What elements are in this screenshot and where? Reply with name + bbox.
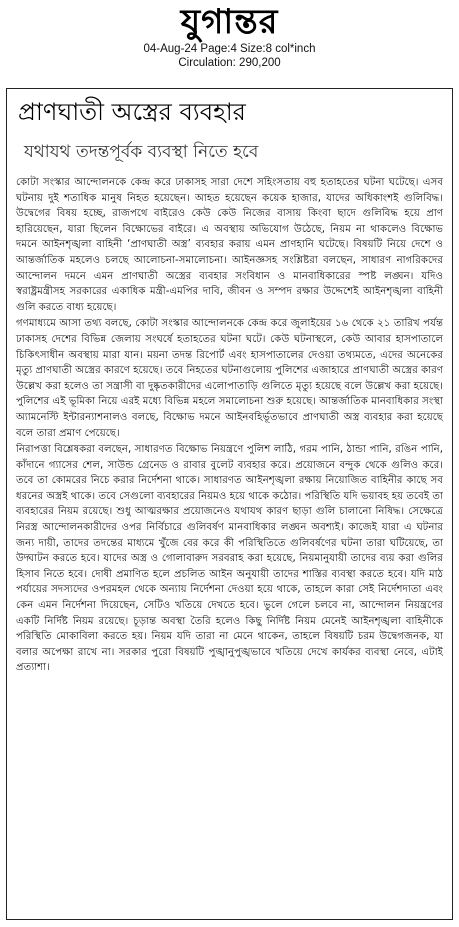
paragraph-1: কোটা সংস্কার আন্দোলনকে কেন্দ্র করে ঢাকাসহ সারা দেশে সহিংসতায় বহু হতাহতের ঘটনা ঘটেছে। এসব ঘটনায় দুই শতাধিক মানুষ নিহত হয়েছেন। আহত হয়েছেন কয়েক হাজার, যাদের অধিকাংশই গুলিবিদ্ধ। উদ্বেগের বিষয় হচ্ছে, রাজপথে বাইরেও কেউ কেউ নিজের বাসায় কিংবা ছাদে গুলিবিদ্ধ হয়ে প্রাণ হারিয়েছেন, যারা ছিলেন বিক্ষোভের বাইরে। এ অবস্থায় অভিযোগ উঠেছে, নিয়ম না থাকলেও বিক্ষোভ দমনে আইনশৃঙ্খলা বাহিনী ‘প্রাণঘাতী অস্ত্র’ ব্যবহার করায় এমন প্রাণহানি ঘটেছে। বিষয়টি নিয়ে দেশে ও আন্তর্জাতিক মহলেও চলছে আলোচনা-সমালোচনা। আইনজ্ঞসহ সংশ্লিষ্টরা বলছেন, সাধারণ নাগরিকদের আন্দোলন দমনে এমন প্রাণঘাতী অস্ত্রের ব্যবহার সংবিধান ও মানবাধিকারের স্পষ্ট লঙ্ঘন। যদিও স্বরাষ্ট্রমন্ত্রীসহ সরকারের একাধিক মন্ত্রী-এমপির দাবি, জীবন ও সম্পদ রক্ষার উদ্দেশেই আইনশৃঙ্খলা বাহিনী গুলি করতে বাধ্য হয়েছে।: [16, 177, 443, 313]
newspaper-logo: যুগান্তর: [180, 2, 279, 42]
paragraph-2: গণমাধ্যমে আসা তথ্য বলছে, কোটা সংস্কার আন্দোলনকে কেন্দ্র করে জুলাইয়ের ১৬ থেকে ২১ তারিখ পর্যন্ত ঢাকাসহ দেশের বিভিন্ন জেলায় সংঘর্ষে হতাহতের ঘটনা ঘটে। কেউ ঘটনাস্থলে, কেউ আবার হাসপাতালে চিকিৎসাধীন অবস্থায় মারা যান। ময়না তদন্ত রিপোর্ট এবং হাসপাতালের দেওয়া তথ্যমতে, এদের অনেকের মৃত্যু প্রাণঘাতী অস্ত্রের কারণে হয়েছে। তবে নিহতের ঘটনাগুলোয় পুলিশের এজাহারে প্রাণঘাতী অস্ত্রের কারণ উল্লেখ করা হলেও তা সন্ত্রাসী বা দুষ্কৃতকারীদের এলোপাতাড়ি গুলিতে মৃত্যু হয়েছে বলে উল্লেখ করা হয়েছে। পুলিশের এই ভূমিকা নিয়ে এরই মধ্যে বিভিন্ন মহলে সমালোচনা শুরু হয়েছে। আন্তর্জাতিক মানবাধিকার সংস্থা অ্যামনেস্টি ইন্টারন্যাশনালও বলছে, বিক্ষোভ দমনে আইনবহির্ভূতভাবে প্রাণঘাতী অস্ত্র ব্যবহার করা হয়েছে বলে তারা প্রমাণ পেয়েছে।: [16, 318, 443, 439]
clip-info-line: 04-Aug-24 Page:4 Size:8 col*inch: [143, 43, 316, 55]
article-subheadline: যথাযথ তদন্তপূর্বক ব্যবস্থা নিতে হবে: [24, 142, 259, 162]
masthead: [0, 0, 459, 70]
article-headline: প্রাণঘাতী অস্ত্রের ব্যবহার: [18, 98, 246, 126]
paragraph-3: নিরাপত্তা বিশ্লেষকরা বলছেন, সাধারণত বিক্ষোভ নিয়ন্ত্রণে পুলিশ লাঠি, গরম পানি, ঠান্ডা পানি, রঙিন পানি, কাঁদানে গ্যাসের শেল, সাউন্ড গ্রেনেড ও রাবার বুলেট ব্যবহার করে। প্রয়োজনে বন্দুক থেকে গুলিও করে। তবে তা কোমরের নিচে করার নির্দেশনা থাকে। সাধারণত আইনশৃঙ্খলা রক্ষায় নিয়োজিত বাহিনীর কাছে সব ধরনের অস্ত্রই থাকে। তবে সেগুলো ব্যবহারের নিয়মও হয়ে থাকে কঠোর। পরিস্থিতি যদি ভয়াবহ হয় তবেই তা ব্যবহারের নিয়ম রয়েছে। শুধু আত্মরক্ষার প্রয়োজনেও যথাযথ কারণ ছাড়া গুলি চালানো নিষিদ্ধ। সেক্ষেত্রে নিরস্ত্র আন্দোলনকারীদের ওপর নির্বিচারে গুলিবর্ষণ মানবাধিকার লঙ্ঘন অবশ্যই। কাজেই যারা এ ঘটনার জন্য দায়ী, তাদের তদন্তের মাধ্যমে খুঁজে বের করে কী পরিস্থিতিতে গুলিবর্ষণের ঘটনা তারা ঘটিয়েছে, তা উদ্ঘাটন করতে হবে। যাদের অস্ত্র ও গোলাবারুদ সরবরাহ করা হয়েছে, নিয়মানুযায়ী তাদের ব্যয় করা গুলির হিসাব নিতে হবে। দোষী প্রমাণিত হলে প্রচলিত আইন অনুযায়ী তাদের শাস্তির ব্যবস্থা করতে হবে। যদি মাঠ পর্যায়ের সদস্যদের ওপরমহল থেকে অন্যায় নির্দেশনা দেওয়া হয়ে থাকে, তাহলে কারা সেই নির্দেশদাতা এবং কেন এমন নির্দেশনা দিয়েছেন, সেটিও খতিয়ে দেখতে হবে। ভুলে গেলে চলবে না, আন্দোলন নিয়ন্ত্রণের একটি নির্দিষ্ট নিয়ম রয়েছে। চূড়ান্ত অবস্থা তৈরি হলেও কিছু নির্দিষ্ট নিয়ম মেনেই আইনশৃঙ্খলা বাহিনীকে পরিস্থিতি মোকাবিলা করতে হয়। নিয়ম যদি তারা না মেনে থাকেন, তাহলে বিষয়টি চরম উদ্বেগজনক, যা বলার অপেক্ষা রাখে না। সরকার পুরো বিষয়টি পুঙ্খানুপুঙ্খভাবে খতিয়ে দেখে কার্যকর ব্যবস্থা নেবে, এটাই প্রত্যাশা।: [16, 444, 443, 674]
editorial-article: [6, 88, 453, 920]
circulation-line: Circulation: 290,200: [178, 57, 281, 69]
article-body: [16, 175, 443, 676]
